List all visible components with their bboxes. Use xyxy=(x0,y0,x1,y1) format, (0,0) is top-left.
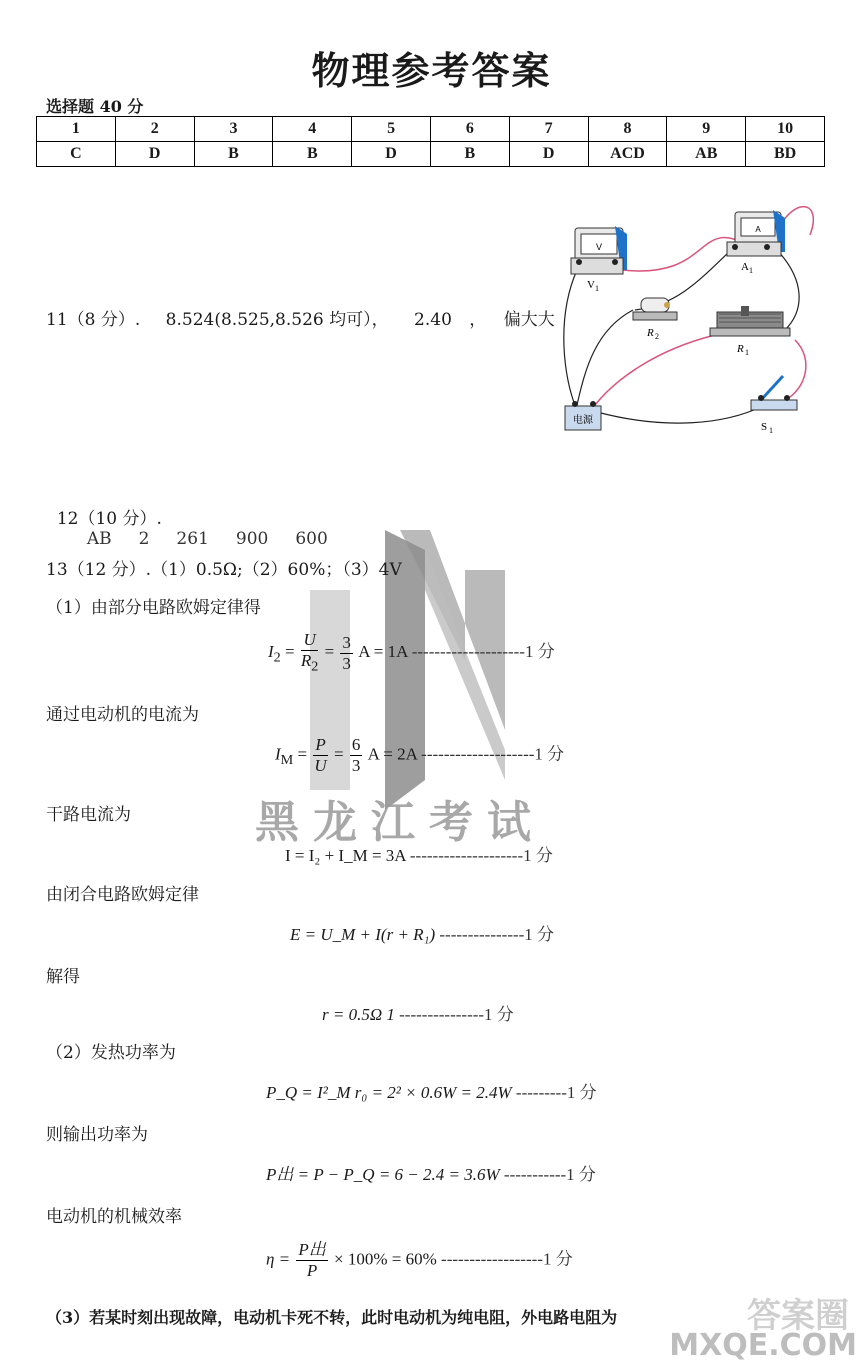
answer-table-answer-cell: C xyxy=(37,142,116,167)
eq1-sub: 2 xyxy=(273,649,281,666)
ammeter xyxy=(727,210,785,275)
voltmeter xyxy=(571,226,627,293)
ammeter-name: A xyxy=(741,261,749,273)
eq1-den1-sub: 2 xyxy=(311,658,319,675)
eq1-frac2 xyxy=(340,633,353,674)
equation-8 xyxy=(266,1240,573,1281)
eq2-lhs: I xyxy=(275,744,281,764)
eq1-den1: R xyxy=(300,651,312,670)
eq3-score: --------------------1 分 xyxy=(409,846,553,865)
eq2-sub: M xyxy=(280,751,294,768)
q12-label: 12（10 分）. xyxy=(56,509,162,529)
answer-table-answer-cell: AB xyxy=(667,142,746,167)
q13-header: 13（12 分）.（1）0.5Ω;（2）60%；（3）4V xyxy=(46,560,402,580)
source-label: 电源 xyxy=(573,415,593,426)
equation-1: $I_2$ = $\frac{U}{R_2}$ = $\frac{3}{3}$ A = 1A --------------------1 分 xyxy=(268,630,555,675)
answer-table-number-cell: 4 xyxy=(273,117,352,142)
eq8-score: ------------------1 分 xyxy=(441,1249,573,1269)
answer-table-number-cell: 6 xyxy=(430,117,509,142)
rheostat-r1 xyxy=(710,306,790,357)
black-wire-source-switch xyxy=(597,405,765,423)
circuit-diagram xyxy=(555,190,855,440)
eq1-num1: U xyxy=(303,630,316,649)
answer-table-number-cell: 10 xyxy=(746,117,825,142)
answer-table xyxy=(36,116,825,167)
eq1-tail: A = 1A xyxy=(358,642,408,662)
corner-watermark-logo: 答案圈 xyxy=(747,1296,849,1336)
eq7-score: -----------1 分 xyxy=(503,1165,596,1184)
eq8-den: P xyxy=(306,1261,318,1280)
answer-table-number-cell: 7 xyxy=(509,117,588,142)
q13-part3: （3）若某时刻出现故障，电动机卡死不转，此时电动机为纯电阻，外电路电阻为 xyxy=(46,1308,618,1327)
answer-table-answer-cell: B xyxy=(194,142,273,167)
page-title: 物理参考答案 xyxy=(311,48,552,93)
equation-7 xyxy=(266,1160,596,1185)
answer-table-answer-cell: BD xyxy=(746,142,825,167)
trunk-current-text: 干路电流为 xyxy=(46,805,131,825)
black-wire-v-source xyxy=(564,270,577,405)
watermark-text: 黑龙江考试 xyxy=(255,797,545,848)
q11-line xyxy=(46,305,555,330)
q11-value-2: 2.40 xyxy=(414,310,452,330)
answer-table-answer-cell: B xyxy=(430,142,509,167)
answer-table-number-cell: 8 xyxy=(588,117,667,142)
eq8-num: P出 xyxy=(298,1240,326,1259)
motor-current-text: 通过电动机的电流为 xyxy=(46,705,199,725)
r1-sub: 1 xyxy=(745,348,749,357)
eq6-score: ---------1 分 xyxy=(515,1083,597,1102)
answer-table-number-cell: 5 xyxy=(352,117,431,142)
switch-sub: 1 xyxy=(769,426,773,435)
answer-table-number-cell: 2 xyxy=(115,117,194,142)
eq4-score: ---------------1 分 xyxy=(439,925,555,944)
answer-table-answer-row xyxy=(37,142,825,167)
ammeter-sub: 1 xyxy=(749,266,753,275)
answer-table-answer-cell: D xyxy=(352,142,431,167)
answer-table-answer-cell: ACD xyxy=(588,142,667,167)
answer-table-answer-cell: D xyxy=(115,142,194,167)
q11-value-3: 偏大大 xyxy=(503,310,555,330)
q13-part1-intro: （1）由部分电路欧姆定律得 xyxy=(46,598,261,618)
eq7-body: P出 = P − P_Q = 6 − 2.4 = 3.6W xyxy=(266,1165,500,1184)
resistor-r2 xyxy=(633,298,677,341)
eq8-frac xyxy=(296,1240,327,1281)
q12-line xyxy=(46,484,328,549)
r2-sub: 2 xyxy=(655,332,659,341)
switch-name: S xyxy=(761,421,768,433)
switch-s1 xyxy=(751,376,797,435)
red-wire-r1-switch xyxy=(785,340,806,400)
power-source xyxy=(565,401,601,430)
answer-table-number-cell: 9 xyxy=(667,117,746,142)
eq2-frac1 xyxy=(313,735,327,776)
q11-value-1: 8.524(8.525,8.526 均可）， xyxy=(165,310,389,330)
answer-table-number-row xyxy=(37,117,825,142)
eq2-frac2 xyxy=(350,735,363,776)
voltmeter-name: V xyxy=(587,279,595,291)
eq2-num2: 6 xyxy=(351,735,361,754)
q12-answers: AB 2 261 900 600 xyxy=(86,529,328,549)
r1-name: R xyxy=(737,343,744,355)
answer-table-number-cell: 1 xyxy=(37,117,116,142)
red-wire-r1-source xyxy=(595,335,715,405)
r2-name: R xyxy=(647,327,654,339)
eq1-den2: 3 xyxy=(342,653,351,673)
eq2-tail: A = 2A xyxy=(367,744,417,764)
ammeter-face-label: A xyxy=(755,225,761,234)
output-power-text: 则输出功率为 xyxy=(46,1125,148,1145)
eq8-lhs: η = xyxy=(266,1249,291,1269)
equation-2: $I_M$ = $\frac{P}{U}$ = $\frac{6}{3}$ A = 2A --------------------1 分 xyxy=(275,735,565,775)
efficiency-text: 电动机的机械效率 xyxy=(46,1207,182,1227)
eq2-den2: 3 xyxy=(351,756,361,775)
voltmeter-sub: 1 xyxy=(595,284,599,293)
eq1-num2: 3 xyxy=(342,632,351,652)
eq5-score: ---------------1 分 xyxy=(399,1005,514,1024)
equation-4 xyxy=(290,920,554,945)
eq1-lhs: I xyxy=(268,642,274,662)
eq2-num1: P xyxy=(315,735,326,754)
eq1-score: --------------------1 分 xyxy=(411,642,555,662)
section-label: 选择题 40 分 xyxy=(46,97,144,116)
black-wire-r2-source xyxy=(577,310,633,405)
closed-circuit-text: 由闭合电路欧姆定律 xyxy=(46,885,199,905)
q11-separator: ， xyxy=(469,310,487,330)
eq2-den1: U xyxy=(314,756,327,775)
eq1-frac1 xyxy=(301,630,318,676)
eq2-score: --------------------1 分 xyxy=(421,744,565,764)
solve-text: 解得 xyxy=(46,967,80,987)
eq4-body: E = U_M + I(r + R₁) xyxy=(290,925,436,944)
answer-table-number-cell: 3 xyxy=(194,117,273,142)
answer-table-answer-cell: D xyxy=(509,142,588,167)
q11-label: 11（8 分）. xyxy=(46,310,141,330)
equation-5 xyxy=(322,1000,514,1025)
eq5-body: r = 0.5Ω 1 xyxy=(322,1005,395,1024)
answer-table-answer-cell: B xyxy=(273,142,352,167)
equation-6 xyxy=(266,1078,597,1103)
q13-part2-intro: （2）发热功率为 xyxy=(46,1043,176,1063)
corner-watermark-url: MXQE.COM xyxy=(669,1328,857,1363)
eq3-body: I = I₂ + I_M = 3A xyxy=(285,846,406,865)
voltmeter-face-label: V xyxy=(595,242,603,252)
eq6-body: P_Q = I²_M r₀ = 2² × 0.6W = 2.4W xyxy=(266,1083,512,1102)
eq8-tail: × 100% = 60% xyxy=(334,1249,437,1269)
equation-3 xyxy=(285,841,553,866)
